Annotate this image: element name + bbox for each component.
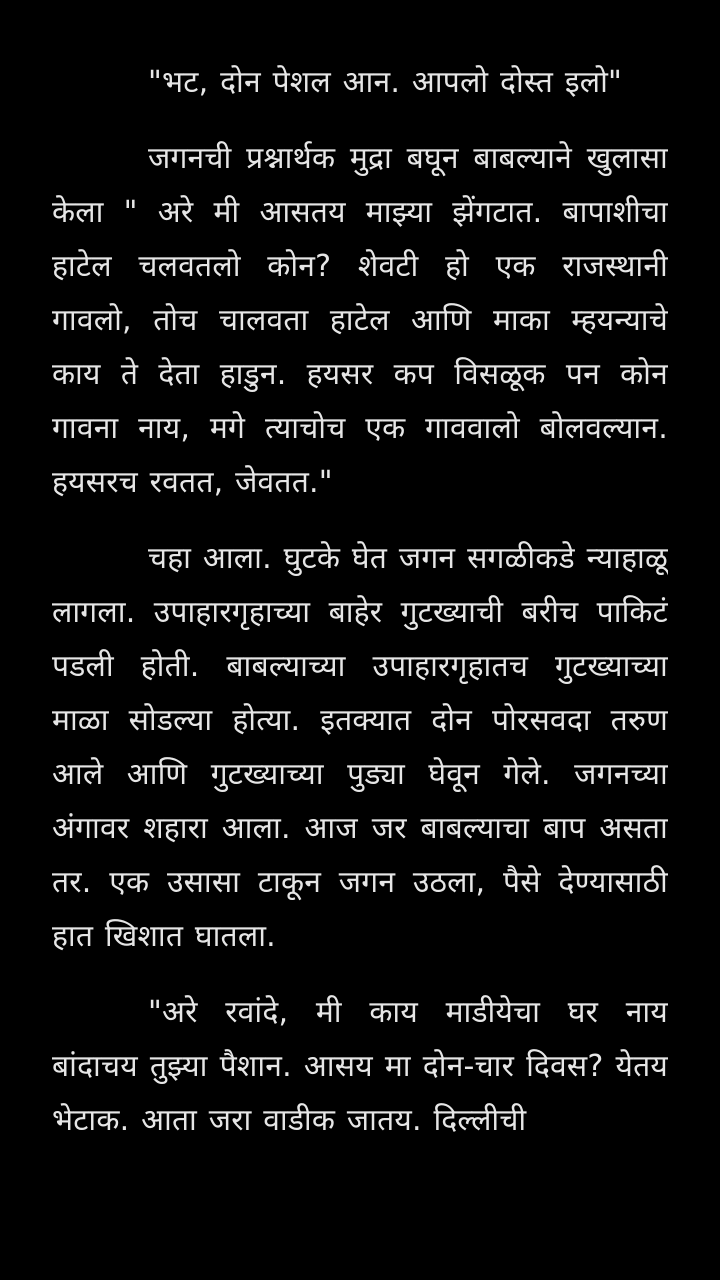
reader-page[interactable] xyxy=(52,56,668,1280)
paragraph-tea-scene: चहा आला. घुटके घेत जगन सगळीकडे न्याहाळू लागला. उपाहारगृहाच्या बाहेर गुटख्याची बरीच पाकिटं पडली होती. बाबल्याच्या उपाहारगृहातच गुटख्याच्या माळा सोडल्या होत्या. इतक्यात दोन पोरसवदा तरुण आले आणि गुटख्याच्या पुड्या घेवून गेले. जगनच्या अंगावर शहारा आला. आज जर बाबल्याचा बाप असता तर. एक उसासा टाकून जगन उठला, पैसे देण्यासाठी हात खिशात घातला. xyxy=(52,541,668,954)
paragraph-dialogue-2: "अरे रवांदे, मी काय माडीयेचा घर नाय बांदाचय तुझ्या पैशान. आसय मा दोन-चार दिवस? येतय भेटाक. आता जरा वाडीक जातय. दिल्लीची xyxy=(52,995,668,1138)
paragraph-babalya-explanation: जगनची प्रश्नार्थक मुद्रा बघून बाबल्याने खुलासा केला " अरे मी आसतय माझ्या झेंगटात. बापाशीचा हाटेल चलवतलो कोन? शेवटी हो एक राजस्थानी गावलो, तोच चालवता हाटेल आणि माका म्हयन्याचे काय ते देता हाडुन. हयसर कप विसळूक पन कोन गावना नाय, मगे त्याचोच एक गाववालो बोलवल्यान. हयसरच रवतत, जेवतत." xyxy=(52,141,668,500)
paragraph-dialogue-1: "भट, दोन पेशल आन. आपलो दोस्त इलो" xyxy=(148,65,623,100)
